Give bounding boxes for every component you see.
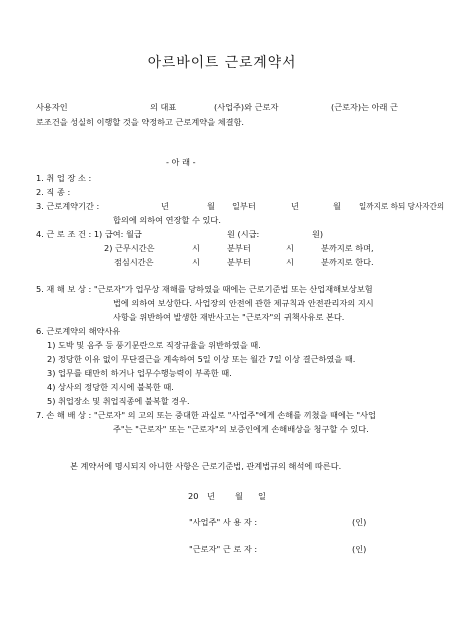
item-workplace: 1. 취 업 장 소 : bbox=[36, 173, 92, 183]
item-compensation-l2: 법에 의하여 보상한다. 사업장의 안전에 관한 제규칙과 안전관리자의 지시 bbox=[113, 298, 374, 308]
period-year1: 년 bbox=[161, 201, 169, 211]
wage-won: 원 (시급: bbox=[227, 229, 260, 239]
period-cont: 합의에 의하여 연장할 수 있다. bbox=[113, 215, 221, 225]
period-month2: 월 bbox=[333, 201, 341, 211]
work-hour1: 시 bbox=[192, 243, 200, 253]
lunch-min1: 분부터 bbox=[227, 257, 251, 267]
period-month1: 월 bbox=[207, 201, 215, 211]
period-tail: 일까지로 하되 당사자간의 bbox=[359, 201, 445, 211]
employer-signature-label: "사업주" 사 용 자 : bbox=[189, 517, 258, 527]
lunch-hour2: 시 bbox=[286, 257, 294, 267]
worker-seal: (인) bbox=[352, 544, 367, 554]
wage-hourly-won: 원) bbox=[312, 229, 324, 239]
termination-3: 3) 업무를 태만히 하거나 업무수행능력이 부족한 때. bbox=[47, 368, 232, 378]
intro-employer-tag: (사업주)와 근로자 bbox=[214, 102, 279, 112]
work-hour2: 시 bbox=[286, 243, 294, 253]
item-damages-l1: 7. 손 해 배 상 : "근로자" 의 고의 또는 중대한 과실로 "사업주"에게 손해를 끼쳤을 때에는 "사업 bbox=[36, 410, 376, 420]
work-min1: 분부터 bbox=[227, 243, 251, 253]
section-heading: - 아 래 - bbox=[166, 157, 196, 167]
date-year: 년 bbox=[207, 491, 215, 501]
item-period-label: 3. 근로계약기간 : bbox=[36, 201, 100, 211]
item-conditions-label: 4. 근 로 조 건 : 1) 급여: 월급 bbox=[36, 229, 142, 239]
date-month: 월 bbox=[235, 491, 243, 501]
period-day1: 일부터 bbox=[232, 201, 256, 211]
intro-worker-tag: (근로자)는 아래 근 bbox=[331, 102, 398, 112]
termination-5: 5) 취업장소 및 취업직종에 불복할 경우. bbox=[47, 396, 190, 406]
termination-2: 2) 정당한 이유 없이 무단결근을 계속하여 5일 이상 또는 월간 7일 이상 결근하였을 때. bbox=[47, 354, 356, 364]
closing-text: 본 계약서에 명시되지 아니한 사항은 근로기준법, 관계법규의 해석에 따른다. bbox=[70, 461, 342, 471]
item-termination: 6. 근로계약의 해약사유 bbox=[36, 326, 121, 336]
intro-rep: 의 대표 bbox=[150, 102, 177, 112]
item-compensation-l1: 5. 재 해 보 상 : "근로자"가 업무상 재해를 당하였을 때에는 근로기준법 또는 산업재해보상보험 bbox=[36, 284, 373, 294]
item-damages-l2: 주"는 "근로자" 또는 "근로자"의 보증인에게 손해배상을 청구할 수 있다. bbox=[113, 424, 369, 434]
worker-signature-label: "근로자" 근 로 자 : bbox=[189, 544, 258, 554]
date-day: 일 bbox=[258, 491, 266, 501]
employer-seal: (인) bbox=[352, 517, 367, 527]
intro-employer: 사용자인 bbox=[36, 102, 68, 112]
lunch-min2: 분까지로 한다. bbox=[321, 257, 374, 267]
document-title: 아르바이트 근로계약서 bbox=[147, 55, 297, 71]
period-year2: 년 bbox=[291, 201, 299, 211]
termination-4: 4) 상사의 정당한 지시에 불복한 때. bbox=[47, 382, 174, 392]
work-hours-label: 2) 근무시간은 bbox=[104, 243, 155, 253]
item-job: 2. 직 종 : bbox=[36, 187, 71, 197]
intro-line2: 로조건을 성실히 이행할 것을 약정하고 근로계약을 체결함. bbox=[36, 117, 245, 127]
item-compensation-l3: 사항을 위반하여 발생한 재반사고는 "근로자"의 귀책사유로 본다. bbox=[113, 312, 345, 322]
date-prefix: 20 bbox=[188, 491, 199, 501]
lunch-label: 점심시간은 bbox=[114, 257, 154, 267]
work-min2: 분까지로 하며, bbox=[321, 243, 374, 253]
lunch-hour1: 시 bbox=[192, 257, 200, 267]
termination-1: 1) 도박 및 음주 등 풍기문란으로 직장규율을 위반하였을 때. bbox=[47, 340, 261, 350]
